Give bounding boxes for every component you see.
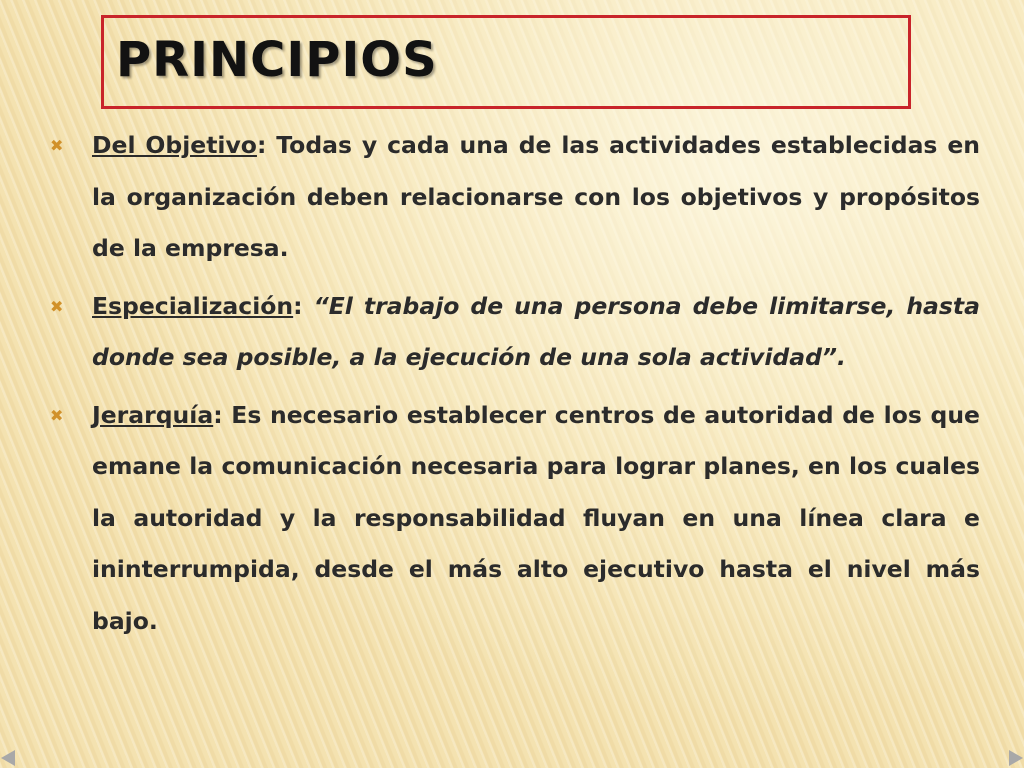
bullet-separator: : <box>293 291 303 320</box>
bullet-term: Jerarquía <box>92 400 214 429</box>
x-mark-icon: ✖ <box>50 405 64 425</box>
bullet-text: “El trabajo de una persona debe limitarse, hasta donde sea posible, a la ejecución de una sola actividad”. <box>92 291 980 371</box>
slide-title: PRINCIPIOS <box>116 32 438 88</box>
x-mark-icon: ✖ <box>50 136 64 155</box>
bullet-item-objetivo <box>50 120 980 275</box>
bullet-separator: : <box>256 131 267 159</box>
bullet-term: Especialización <box>92 291 294 320</box>
x-mark-icon: ✖ <box>50 296 64 316</box>
bullet-list <box>50 120 980 653</box>
title-box <box>101 15 911 109</box>
triangle-left-icon[interactable] <box>1 750 15 766</box>
bullet-term: Del Objetivo <box>92 131 257 159</box>
bullet-separator: : <box>213 400 223 429</box>
bullet-item-jerarquia <box>50 390 980 648</box>
bullet-text: Es necesario establecer centros de autoridad de los que emane la comunicación necesaria para lograr planes, en los cuales la autoridad y la responsabilidad fluyan en una línea clara e ininterrumpida, desde el más alto ejecutivo hasta el nivel más bajo. <box>92 400 980 635</box>
bullet-text: Todas y cada una de las actividades establecidas en la organización deben relacionarse con los objetivos y propósitos de la empresa. <box>92 131 980 262</box>
triangle-right-icon[interactable] <box>1009 750 1023 766</box>
bullet-item-especializacion <box>50 281 980 384</box>
